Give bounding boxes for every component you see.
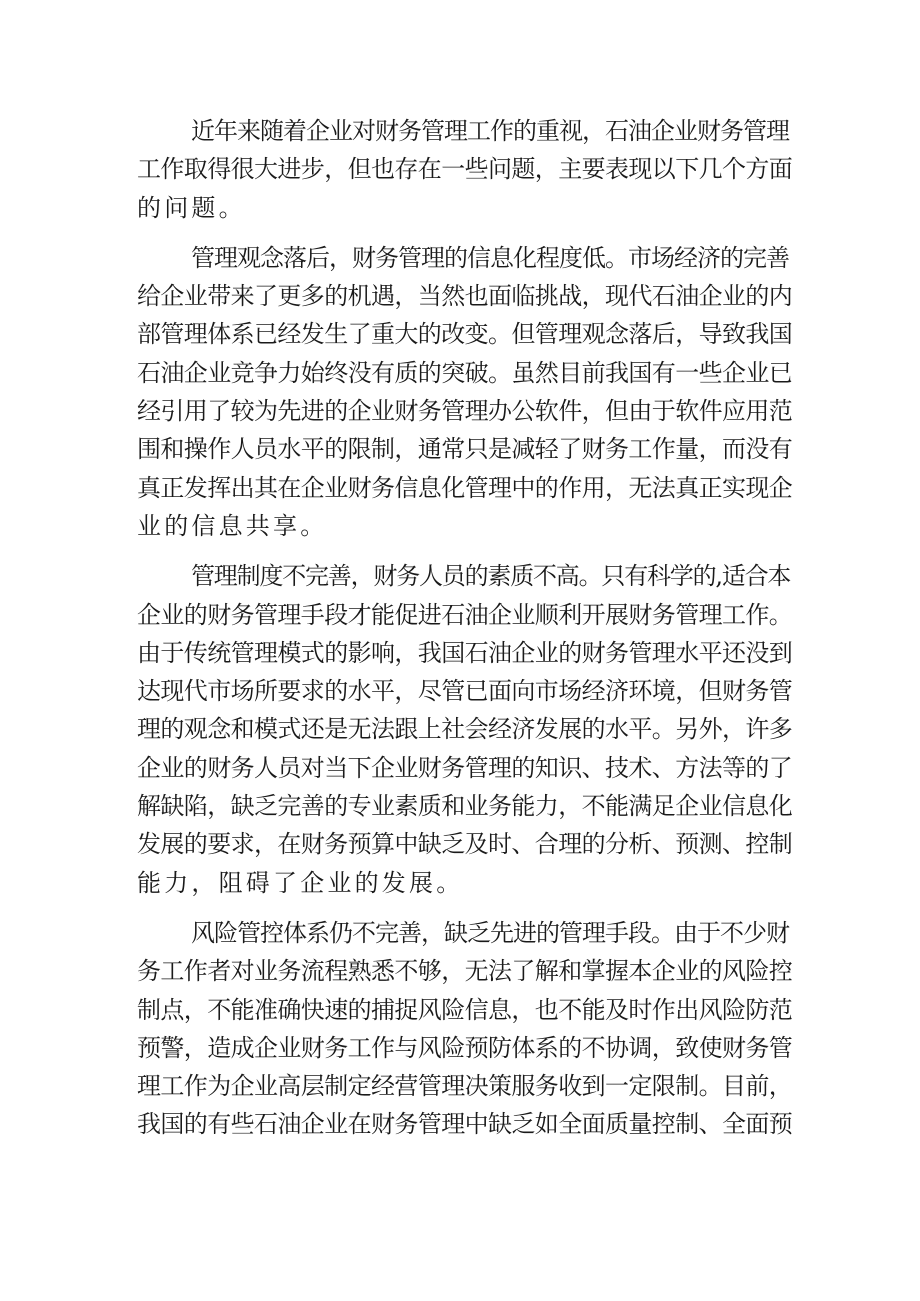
paragraph-line: 务工作者对业务流程熟悉不够，无法了解和掌握本企业的风险控 xyxy=(137,957,793,986)
paragraph-line: 经引用了较为先进的企业财务管理办公软件，但由于软件应用范 xyxy=(137,397,793,426)
paragraph-line: 制点，不能准确快速的捕捉风险信息，也不能及时作出风险防范 xyxy=(137,995,793,1024)
paragraph-line: 解缺陷，缺乏完善的专业素质和业务能力，不能满足企业信息化 xyxy=(137,792,793,821)
paragraph-management-system xyxy=(137,557,793,902)
paragraph-line: 的问题。 xyxy=(137,193,246,222)
document-body xyxy=(137,112,793,1156)
paragraph-line: 发展的要求，在财务预算中缺乏及时、合理的分析、预测、控制 xyxy=(137,830,793,859)
paragraph-line: 石油企业竞争力始终没有质的突破。虽然目前我国有一些企业已 xyxy=(137,358,793,387)
paragraph-line: 给企业带来了更多的机遇，当然也面临挑战，现代石油企业的内 xyxy=(137,282,793,311)
paragraph-line: 我国的有些石油企业在财务管理中缺乏如全面质量控制、全面预 xyxy=(137,1110,793,1139)
paragraph-intro xyxy=(137,112,793,227)
paragraph-line: 工作取得很大进步，但也存在一些问题，主要表现以下几个方面 xyxy=(137,155,793,184)
paragraph-line: 预警，造成企业财务工作与风险预防体系的不协调，致使财务管 xyxy=(137,1033,793,1062)
paragraph-management-concept xyxy=(137,239,793,545)
paragraph-line: 真正发挥出其在企业财务信息化管理中的作用，无法真正实现企 xyxy=(137,473,793,502)
paragraph-risk-control xyxy=(137,914,793,1144)
paragraph-line: 企业的财务管理手段才能促进石油企业顺利开展财务管理工作。 xyxy=(137,600,793,629)
paragraph-line: 管理制度不完善，财务人员的素质不高。只有科学的,适合本 xyxy=(191,562,791,591)
paragraph-line: 管理观念落后，财务管理的信息化程度低。市场经济的完善 xyxy=(191,243,789,272)
paragraph-line: 围和操作人员水平的限制，通常只是减轻了财务工作量，而没有 xyxy=(137,435,793,464)
paragraph-line: 达现代市场所要求的水平，尽管已面向市场经济环境，但财务管 xyxy=(137,677,793,706)
paragraph-line: 理的观念和模式还是无法跟上社会经济发展的水平。另外，许多 xyxy=(137,715,793,744)
paragraph-line: 风险管控体系仍不完善，缺乏先进的管理手段。由于不少财 xyxy=(191,918,789,947)
paragraph-line: 由于传统管理模式的影响，我国石油企业的财务管理水平还没到 xyxy=(137,638,793,667)
paragraph-line: 近年来随着企业对财务管理工作的重视，石油企业财务管理 xyxy=(191,117,789,145)
paragraph-line: 部管理体系已经发生了重大的改变。但管理观念落后，导致我国 xyxy=(137,320,793,349)
paragraph-line: 企业的财务人员对当下企业财务管理的知识、技术、方法等的了 xyxy=(137,753,793,782)
paragraph-line: 业的信息共享。 xyxy=(137,511,328,540)
paragraph-line: 能力，阻碍了企业的发展。 xyxy=(137,868,464,897)
paragraph-line: 理工作为企业高层制定经营管理决策服务收到一定限制。目前， xyxy=(137,1072,793,1101)
